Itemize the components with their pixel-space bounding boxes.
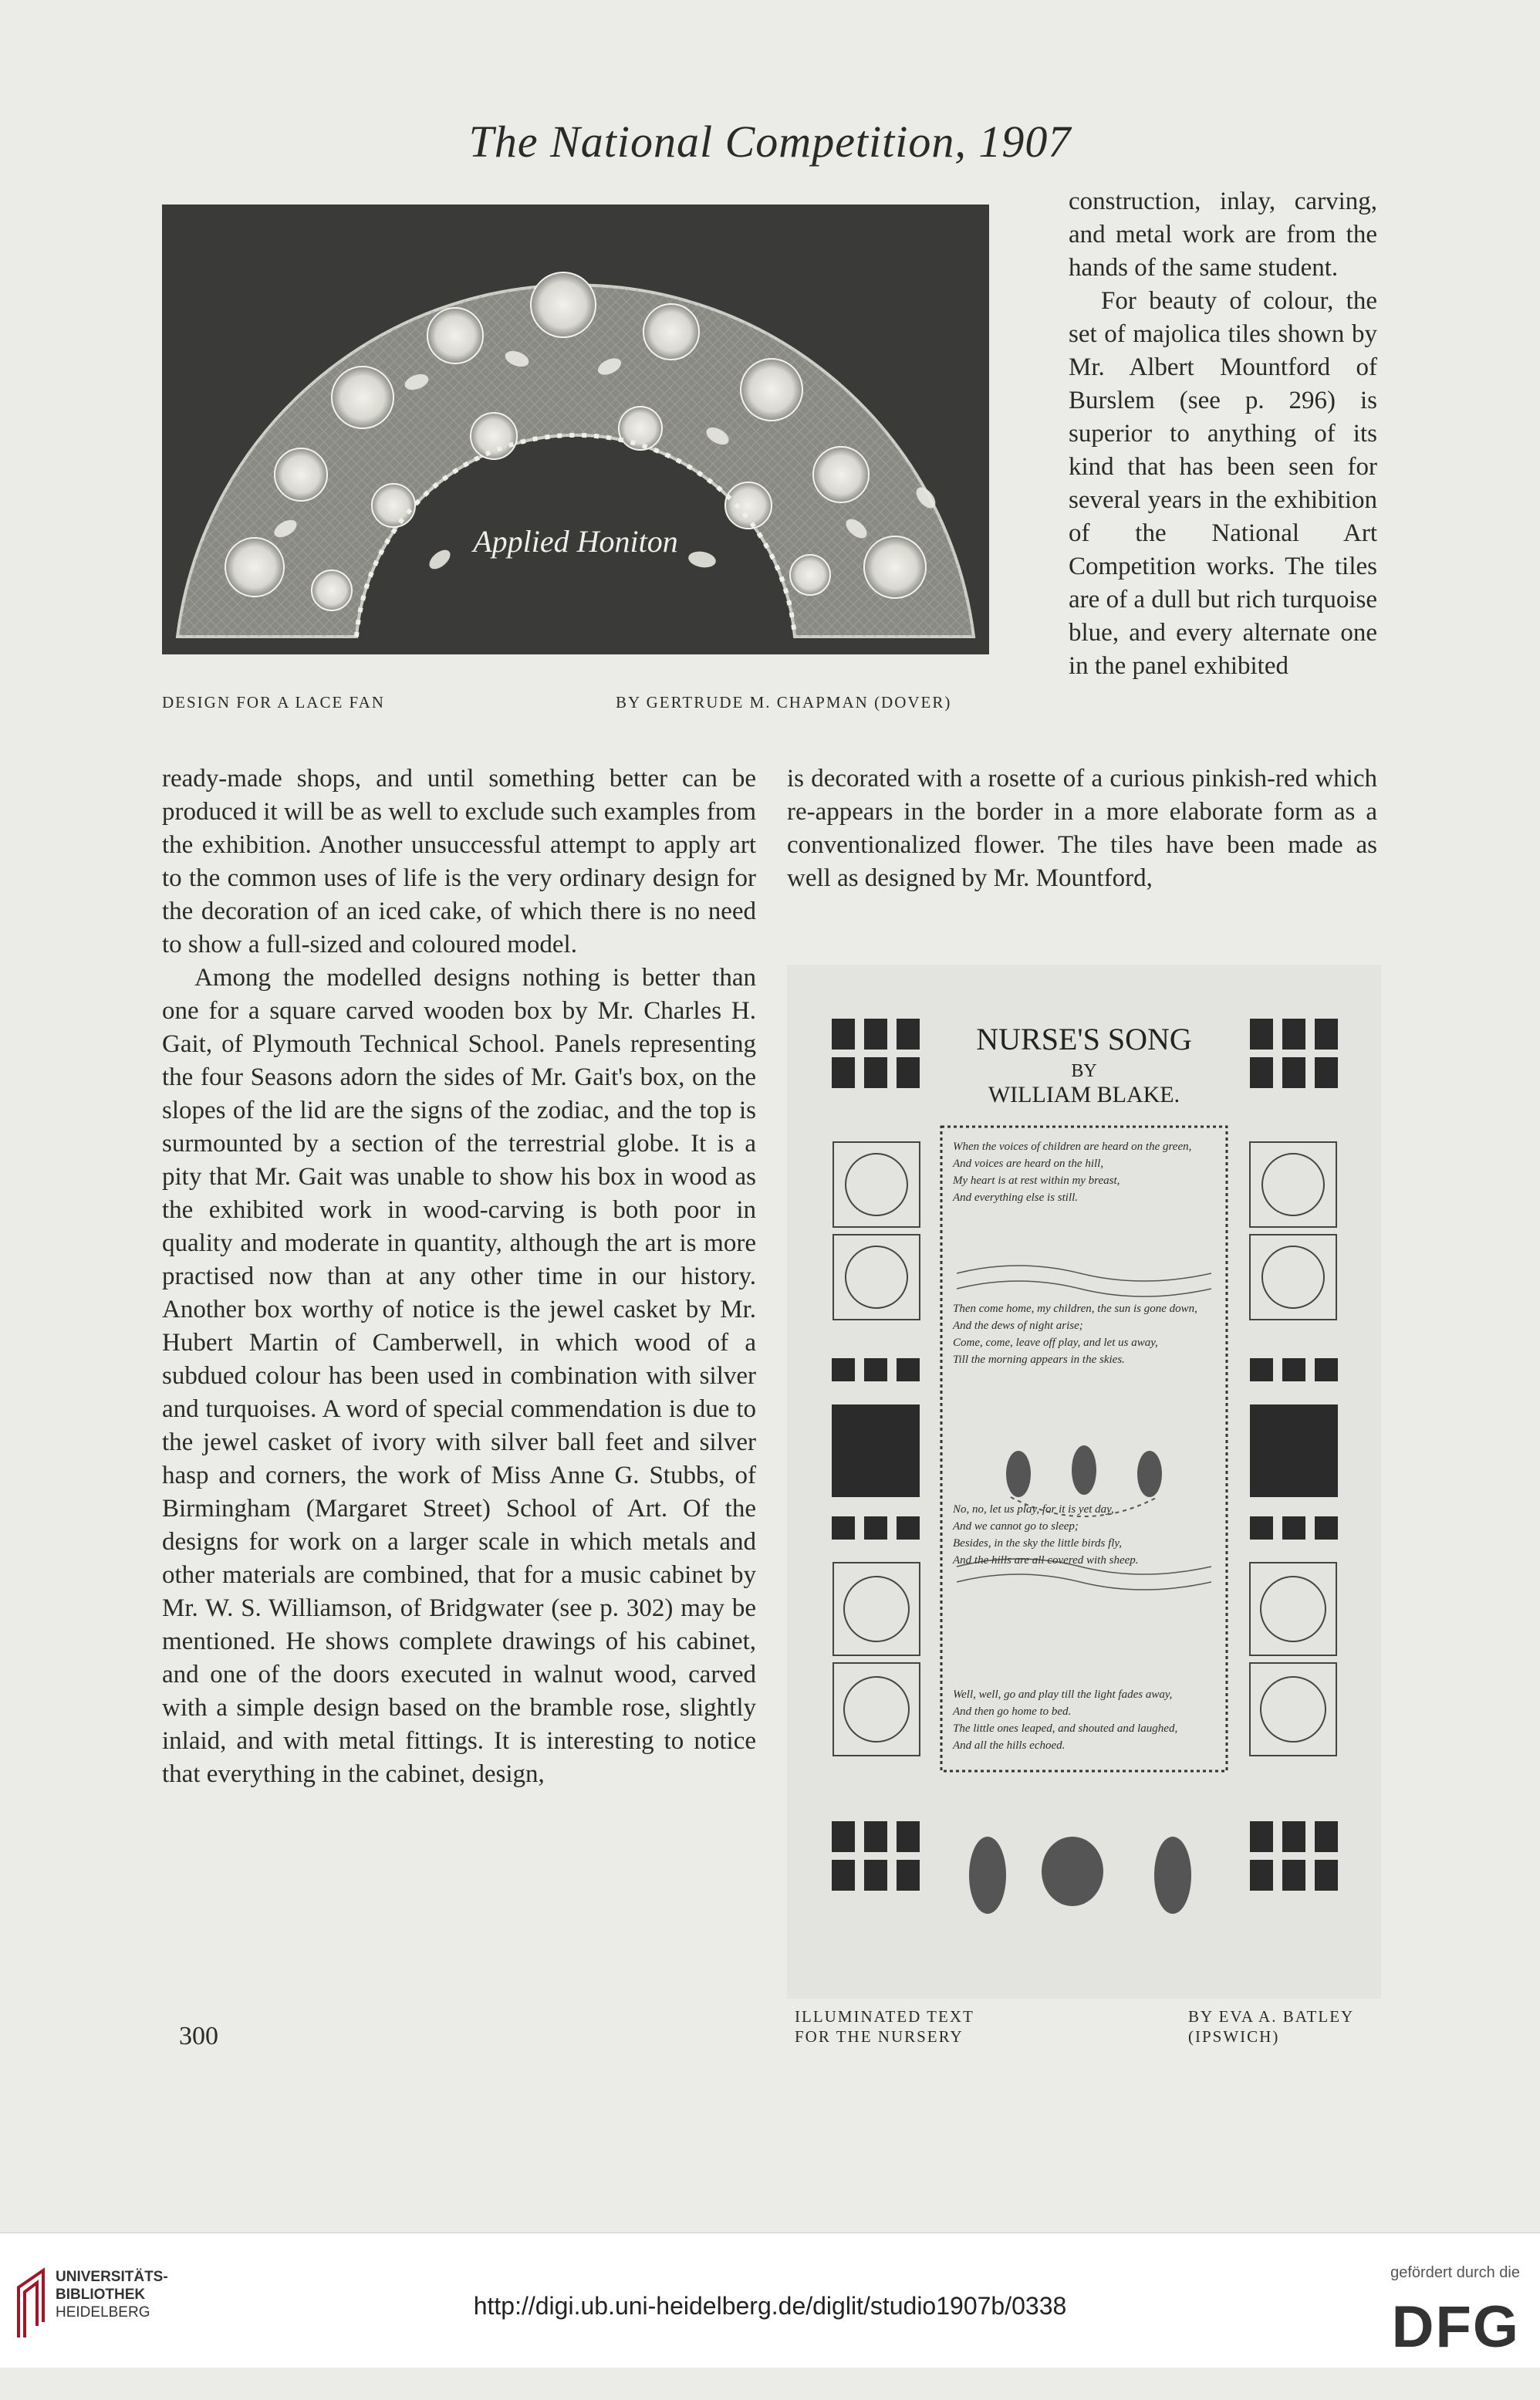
dfg-logo: DFG (1391, 2294, 1520, 2360)
verse-line: And voices are heard on the hill, (953, 1158, 1104, 1170)
verse-line: Till the morning appears in the skies. (953, 1354, 1125, 1366)
library-name-line: HEIDELBERG (56, 2304, 150, 2321)
nursery-caption-left (795, 2006, 974, 2047)
verse-line: No, no, let us play, for it is yet day, (953, 1503, 1114, 1516)
right-column-middle (787, 762, 1377, 895)
permalink-url[interactable]: http://digi.ub.uni-heidelberg.de/diglit/studio1907b/0338 (473, 2292, 1067, 2320)
fan-inscription: Applied Honiton (473, 524, 678, 559)
verse-line: And the dews of night arise; (953, 1320, 1083, 1332)
library-name-line: UNIVERSITÄTS- (56, 2269, 168, 2285)
verse-line: And all the hills echoed. (953, 1739, 1066, 1752)
nursery-title-by: BY (1071, 1061, 1097, 1081)
nursery-title-author: WILLIAM BLAKE. (988, 1082, 1180, 1107)
footer-bar (0, 2233, 1540, 2368)
caption-line: FOR THE NURSERY (795, 2027, 964, 2046)
paragraph: For beauty of colour, the set of majolica tiles shown by Mr. Albert Mountford of Burslem (see p. 296) is superior to anything of its kind that has been seen for several years in the exhibition of the National Art Competition works. The tiles are of a dull but rich turquoise blue, and every alternate one in the panel exhibited (1069, 287, 1377, 680)
left-column (162, 762, 756, 1791)
funding-note: gefördert durch die (1390, 2264, 1520, 2281)
fan-caption-left: DESIGN FOR A LACE FAN (162, 693, 385, 712)
paragraph: construction, inlay, carving, and metal work are from the hands of the same student. (1069, 188, 1377, 282)
caption-line: (IPSWICH) (1188, 2027, 1280, 2046)
verse-line: And then go home to bed. (953, 1705, 1072, 1718)
verse-line: And the hills are all covered with sheep. (953, 1554, 1139, 1567)
library-name-line: BIBLIOTHEK (56, 2287, 146, 2303)
lace-fan-figure (162, 205, 989, 654)
verse-line: And we cannot go to sleep; (953, 1520, 1079, 1533)
paragraph: Among the modelled designs nothing is better than one for a square carved wooden box by Mr. Charles H. Gait, of Plymouth Technical School. Panels representing the four Seasons adorn the sides of Mr. Gait's box, on the slopes of the lid are the signs of the zodiac, and the top is surmounted by a section of the terrestrial globe. It is a pity that Mr. Gait was unable to show his box in wood as the exhibited work in wood-carving is both poor in quality and moderate in quantity, although the art is more practised now than at any other time in our history. Another box worthy of notice is the jewel casket by Mr. Hubert Martin of Camberwell, in which wood of a subdued colour has been used in combination with silver and turquoises. A word of special commendation is due to the jewel casket of ivory with silver ball feet and silver hasp and corners, the work of Miss Anne G. Stubbs, of Birmingham (Margaret Street) School of Art. Of the designs for work on a larger scale in which metals and other materials are combined, that for a music cabinet by Mr. W. S. Williamson, of Bridgwater (see p. 302) may be mentioned. He shows complete drawings of his cabinet, and one of the doors executed in walnut wood, carved with a simple design based on the bramble rose, slightly inlaid, and with metal fittings. It is interesting to notice that everything in the cabinet, design, (162, 964, 756, 1788)
nursery-title: NURSE'S SONG (976, 1022, 1192, 1056)
fan-caption-right: BY GERTRUDE M. CHAPMAN (DOVER) (616, 693, 952, 712)
verse-line: The little ones leaped, and shouted and laughed, (953, 1722, 1178, 1735)
right-column-top (1069, 185, 1377, 683)
nursery-illustration (787, 965, 1381, 2400)
paragraph: ready-made shops, and until something better can be produced it will be as well to exclude such examples from the exhibition. Another unsuccessful attempt to apply art to the common uses of life is the very ordinary design for the decoration of an iced cake, of which there is no need to show a full-sized and coloured model. (162, 765, 756, 958)
page-title: The National Competition, 1907 (468, 117, 1072, 167)
nursery-caption-right (1188, 2006, 1354, 2047)
verse-line: Besides, in the sky the little birds fly, (953, 1537, 1122, 1550)
paragraph: is decorated with a rosette of a curious pinkish-red which re-appears in the border in a more elaborate form as a conventionalized flower. The tiles have been made as well as designed by Mr. Mountford, (787, 765, 1377, 892)
verse-line: When the voices of children are heard on the green, (953, 1141, 1192, 1153)
caption-line: BY EVA A. BATLEY (1188, 2007, 1355, 2026)
verse-line: Come, come, leave off play, and let us away, (953, 1337, 1158, 1349)
verse-line: My heart is at rest within my breast, (953, 1175, 1120, 1187)
verse-line: And everything else is still. (953, 1192, 1079, 1204)
verse-line: Well, well, go and play till the light fades away, (953, 1688, 1173, 1701)
caption-line: ILLUMINATED TEXT (795, 2007, 974, 2026)
verse-line: Then come home, my children, the sun is gone down, (953, 1303, 1197, 1315)
page-number: 300 (179, 2022, 218, 2050)
